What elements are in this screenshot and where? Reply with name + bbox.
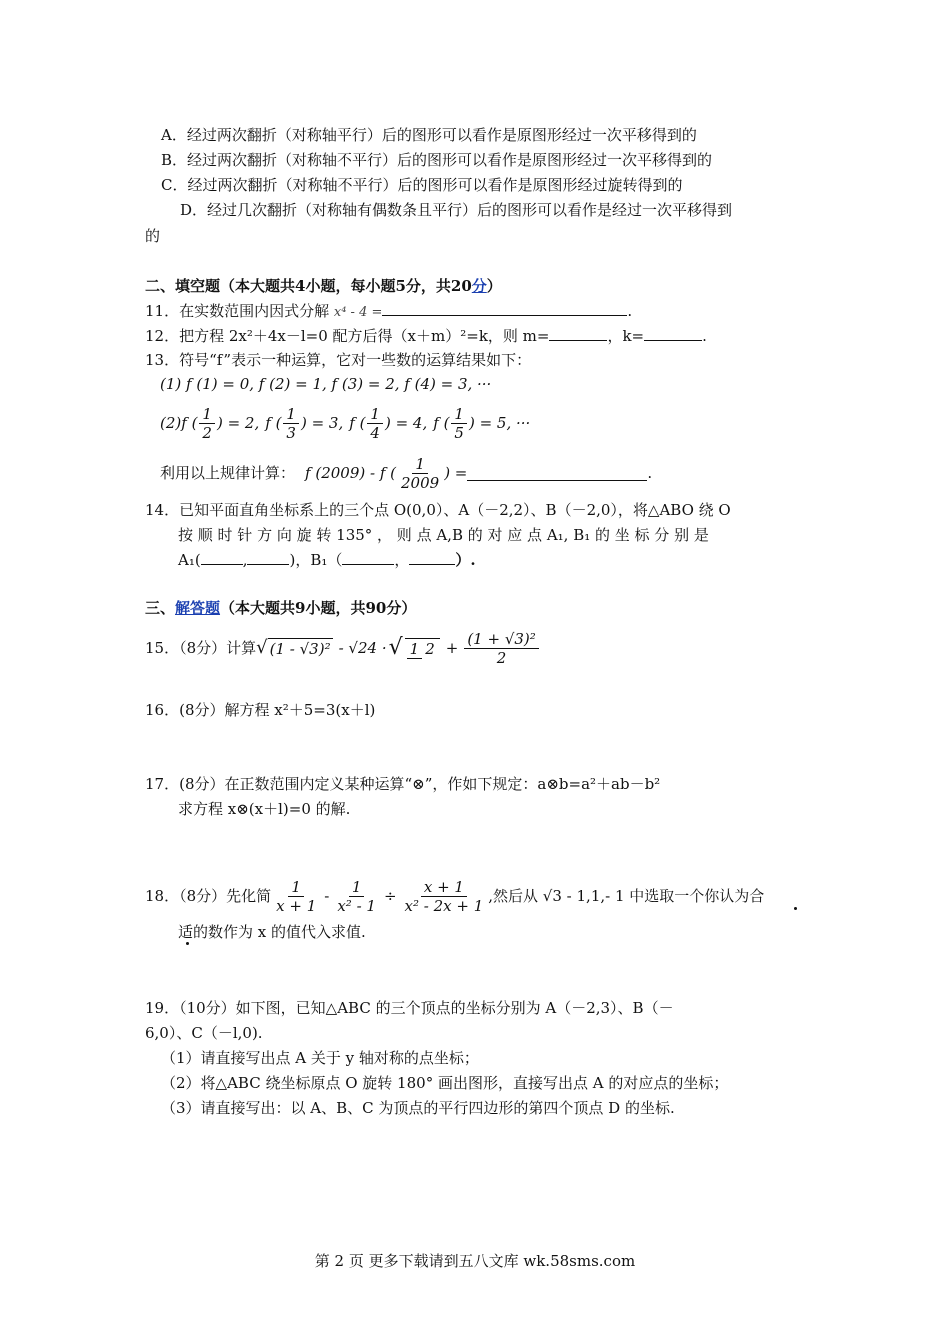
section-3-rest: （本大题共9小题，共90分） bbox=[220, 599, 417, 617]
q14-end: ）. bbox=[455, 551, 476, 569]
q13-calc-den: 2009 bbox=[401, 473, 440, 492]
section-2-title-text: 二、填空题（本大题共4小题，每小题5分，共20 bbox=[145, 277, 472, 295]
page-footer: 第 2 页 更多下载请到五八文库 wk.58sms.com bbox=[314, 1252, 636, 1270]
q13-item-3-frac bbox=[367, 405, 383, 442]
q15-last-den: 2 bbox=[496, 648, 507, 667]
q18-f3-num: x + 1 bbox=[421, 878, 467, 897]
q15-p2: - √24 · bbox=[338, 639, 387, 657]
q14-line2: 按 顺 时 针 方 向 旋 转 135° ， 则 点 A,B 的 对 应 点 A₁, B₁ 的 坐 标 分 别 是 bbox=[178, 526, 709, 544]
question-12 bbox=[145, 326, 707, 346]
q15-frac-half bbox=[405, 638, 440, 659]
q18-tail: ,然后从 √3 - 1,1,- 1 中选取一个你认为合 bbox=[488, 887, 765, 905]
q19-sub-1: （1）请直接写出点 A 关于 y 轴对称的点坐标； bbox=[161, 1049, 479, 1067]
q13-item-2-frac bbox=[283, 405, 299, 442]
q13-calc-expr-a: f (2009) - f ( bbox=[305, 464, 396, 482]
q13-calc-expr-b: ) = bbox=[444, 464, 468, 482]
q18-f1-num: 1 bbox=[288, 878, 304, 897]
q15-half-num: 1 bbox=[407, 640, 423, 659]
q19-sub-3: （3）请直接写出：以 A、B、C 为顶点的平行四边形的第四个顶点 D 的坐标. bbox=[161, 1099, 675, 1117]
q18-line2: 适的数作为 x 的值代入求值. bbox=[178, 923, 366, 941]
q13-item-2-den: 3 bbox=[286, 423, 296, 442]
option-d-line2: 的 bbox=[145, 227, 161, 245]
section-3-link[interactable]: 解答题 bbox=[175, 599, 221, 617]
q18-minus: - bbox=[324, 887, 330, 905]
q14-line1: 14．已知平面直角坐标系上的三个点 O(0,0）、A（－2,2）、B（－2,0），将△ABO 绕 O bbox=[145, 501, 731, 519]
q14-blank-4[interactable] bbox=[409, 550, 455, 565]
q18-f1-den: x + 1 bbox=[276, 896, 317, 915]
q12-mid: ，k= bbox=[607, 327, 645, 345]
q13-item-3-f: f ( bbox=[349, 414, 366, 432]
q11-end: . bbox=[627, 302, 633, 320]
q13-item-1-frac bbox=[199, 405, 215, 442]
q15-p1: (1 - √3)² bbox=[269, 639, 331, 658]
q11-expr: x⁴ - 4 = bbox=[333, 305, 383, 320]
emphasis-dot bbox=[794, 907, 797, 910]
q13-item-4-frac bbox=[451, 405, 467, 442]
q15-last-num: (1 + √3)² bbox=[464, 630, 538, 649]
q15-sqrt2-icon: √ bbox=[388, 635, 403, 660]
q14-blank-3[interactable] bbox=[342, 550, 394, 565]
option-c: C．经过两次翻折（对称轴不平行）后的图形可以看作是原图形经过旋转得到的 bbox=[161, 176, 683, 194]
q13-calc-frac bbox=[398, 455, 442, 492]
q17-line2: 求方程 x⊗(x＋l)=0 的解. bbox=[178, 800, 351, 818]
q12-end: . bbox=[702, 327, 707, 345]
q14-a1: A₁( bbox=[178, 551, 201, 569]
section-2-score-link[interactable]: 分 bbox=[471, 277, 487, 295]
q12-text: 12．把方程 2x²＋4x－l=0 配方后得（x＋m）²=k，则 m= bbox=[145, 327, 550, 345]
q14-comma-2: ， bbox=[394, 551, 410, 569]
q11-text: 11．在实数范围内因式分解 bbox=[145, 302, 330, 320]
q13-item-4-res: ) = 5, ··· bbox=[468, 414, 531, 432]
q19-line1: 19．（10分）如下图，已知△ABC 的三个顶点的坐标分别为 A（－2,3）、B（－ bbox=[145, 999, 674, 1017]
question-13: 13．符号“f”表示一种运算，它对一些数的运算结果如下： bbox=[145, 351, 532, 369]
q18-text: 18．（8分）先化简 bbox=[145, 887, 272, 905]
q13-row1: (1) f (1) = 0, f (2) = 1, f (3) = 2, f (4) = 3, ··· bbox=[160, 375, 492, 393]
q12-blank-k[interactable] bbox=[644, 326, 702, 341]
question-18 bbox=[145, 872, 764, 920]
emphasis-dot bbox=[186, 942, 189, 945]
q14-line3 bbox=[178, 550, 476, 570]
q18-div: ÷ bbox=[383, 887, 397, 905]
option-d-line1: D．经过几次翻折（对称轴有偶数条且平行）后的图形可以看作是经过一次平移得到 bbox=[180, 201, 733, 219]
q15-text: 15．（8分）计算 bbox=[145, 639, 257, 657]
question-11 bbox=[145, 301, 632, 323]
q18-frac-2 bbox=[334, 878, 379, 915]
q13-item-1-res: ) = 2, bbox=[216, 414, 260, 432]
q13-item-1-den: 2 bbox=[202, 423, 212, 442]
section-2-title-end: ） bbox=[486, 277, 502, 295]
option-b: B．经过两次翻折（对称轴不平行）后的图形可以看作是原图形经过一次平移得到的 bbox=[161, 151, 713, 169]
q13-item-4-den: 5 bbox=[454, 423, 464, 442]
q13-item-3-den: 4 bbox=[370, 423, 380, 442]
q13-end: . bbox=[647, 464, 653, 482]
q13-item-2-res: ) = 3, bbox=[300, 414, 344, 432]
section-2-title bbox=[145, 276, 502, 296]
q13-item-4-num: 1 bbox=[451, 405, 467, 424]
q18-f2-den: x² - 1 bbox=[337, 896, 376, 915]
q15-sqrt-icon: √ bbox=[256, 637, 268, 658]
q15-half-den: 2 bbox=[425, 639, 435, 658]
q13-row2-prefix: (2) bbox=[160, 414, 182, 432]
question-15 bbox=[145, 622, 541, 674]
section-3-title bbox=[145, 598, 416, 618]
q13-row2 bbox=[160, 400, 530, 446]
q18-f3-den: x² - 2x + 1 bbox=[404, 896, 484, 915]
q13-item-1-num: 1 bbox=[199, 405, 215, 424]
q18-frac-1 bbox=[273, 878, 319, 915]
q19-line2: 6,0）、C（－l,0). bbox=[145, 1024, 263, 1042]
q18-frac-3 bbox=[402, 878, 487, 915]
section-3-prefix: 三、 bbox=[145, 599, 176, 617]
q14-blank-1[interactable] bbox=[201, 550, 243, 565]
q13-item-4-f: f ( bbox=[433, 414, 450, 432]
q13-item-2-f: f ( bbox=[265, 414, 282, 432]
option-a: A．经过两次翻折（对称轴平行）后的图形可以看作是原图形经过一次平移得到的 bbox=[161, 126, 697, 144]
q13-item-1-f: f ( bbox=[181, 414, 198, 432]
q13-item-3-num: 1 bbox=[367, 405, 383, 424]
q13-blank[interactable] bbox=[467, 466, 647, 481]
q13-calc-num: 1 bbox=[412, 455, 428, 474]
q14-b1: )，B₁（ bbox=[289, 551, 343, 569]
q13-calc-text: 利用以上规律计算： bbox=[160, 464, 296, 482]
q14-blank-2[interactable] bbox=[247, 550, 289, 565]
q12-blank-m[interactable] bbox=[549, 326, 607, 341]
q15-plus: + bbox=[445, 639, 459, 657]
q13-item-3-res: ) = 4, bbox=[384, 414, 428, 432]
q13-item-2-num: 1 bbox=[283, 405, 299, 424]
q14-comma-1: , bbox=[242, 551, 248, 569]
question-16: 16．(8分）解方程 x²＋5=3(x＋l) bbox=[145, 701, 376, 719]
q15-frac-last bbox=[464, 630, 538, 667]
q19-sub-2: （2）将△ABC 绕坐标原点 O 旋转 180° 画出图形，直接写出点 A 的对应点的坐标； bbox=[161, 1074, 729, 1092]
q11-blank[interactable] bbox=[382, 301, 627, 316]
q18-f2-num: 1 bbox=[349, 878, 365, 897]
q17-line1: 17．(8分）在正数范围内定义某种运算“⊗”，作如下规定：a⊗b=a²＋ab－b² bbox=[145, 775, 661, 793]
q13-calc bbox=[160, 452, 652, 494]
